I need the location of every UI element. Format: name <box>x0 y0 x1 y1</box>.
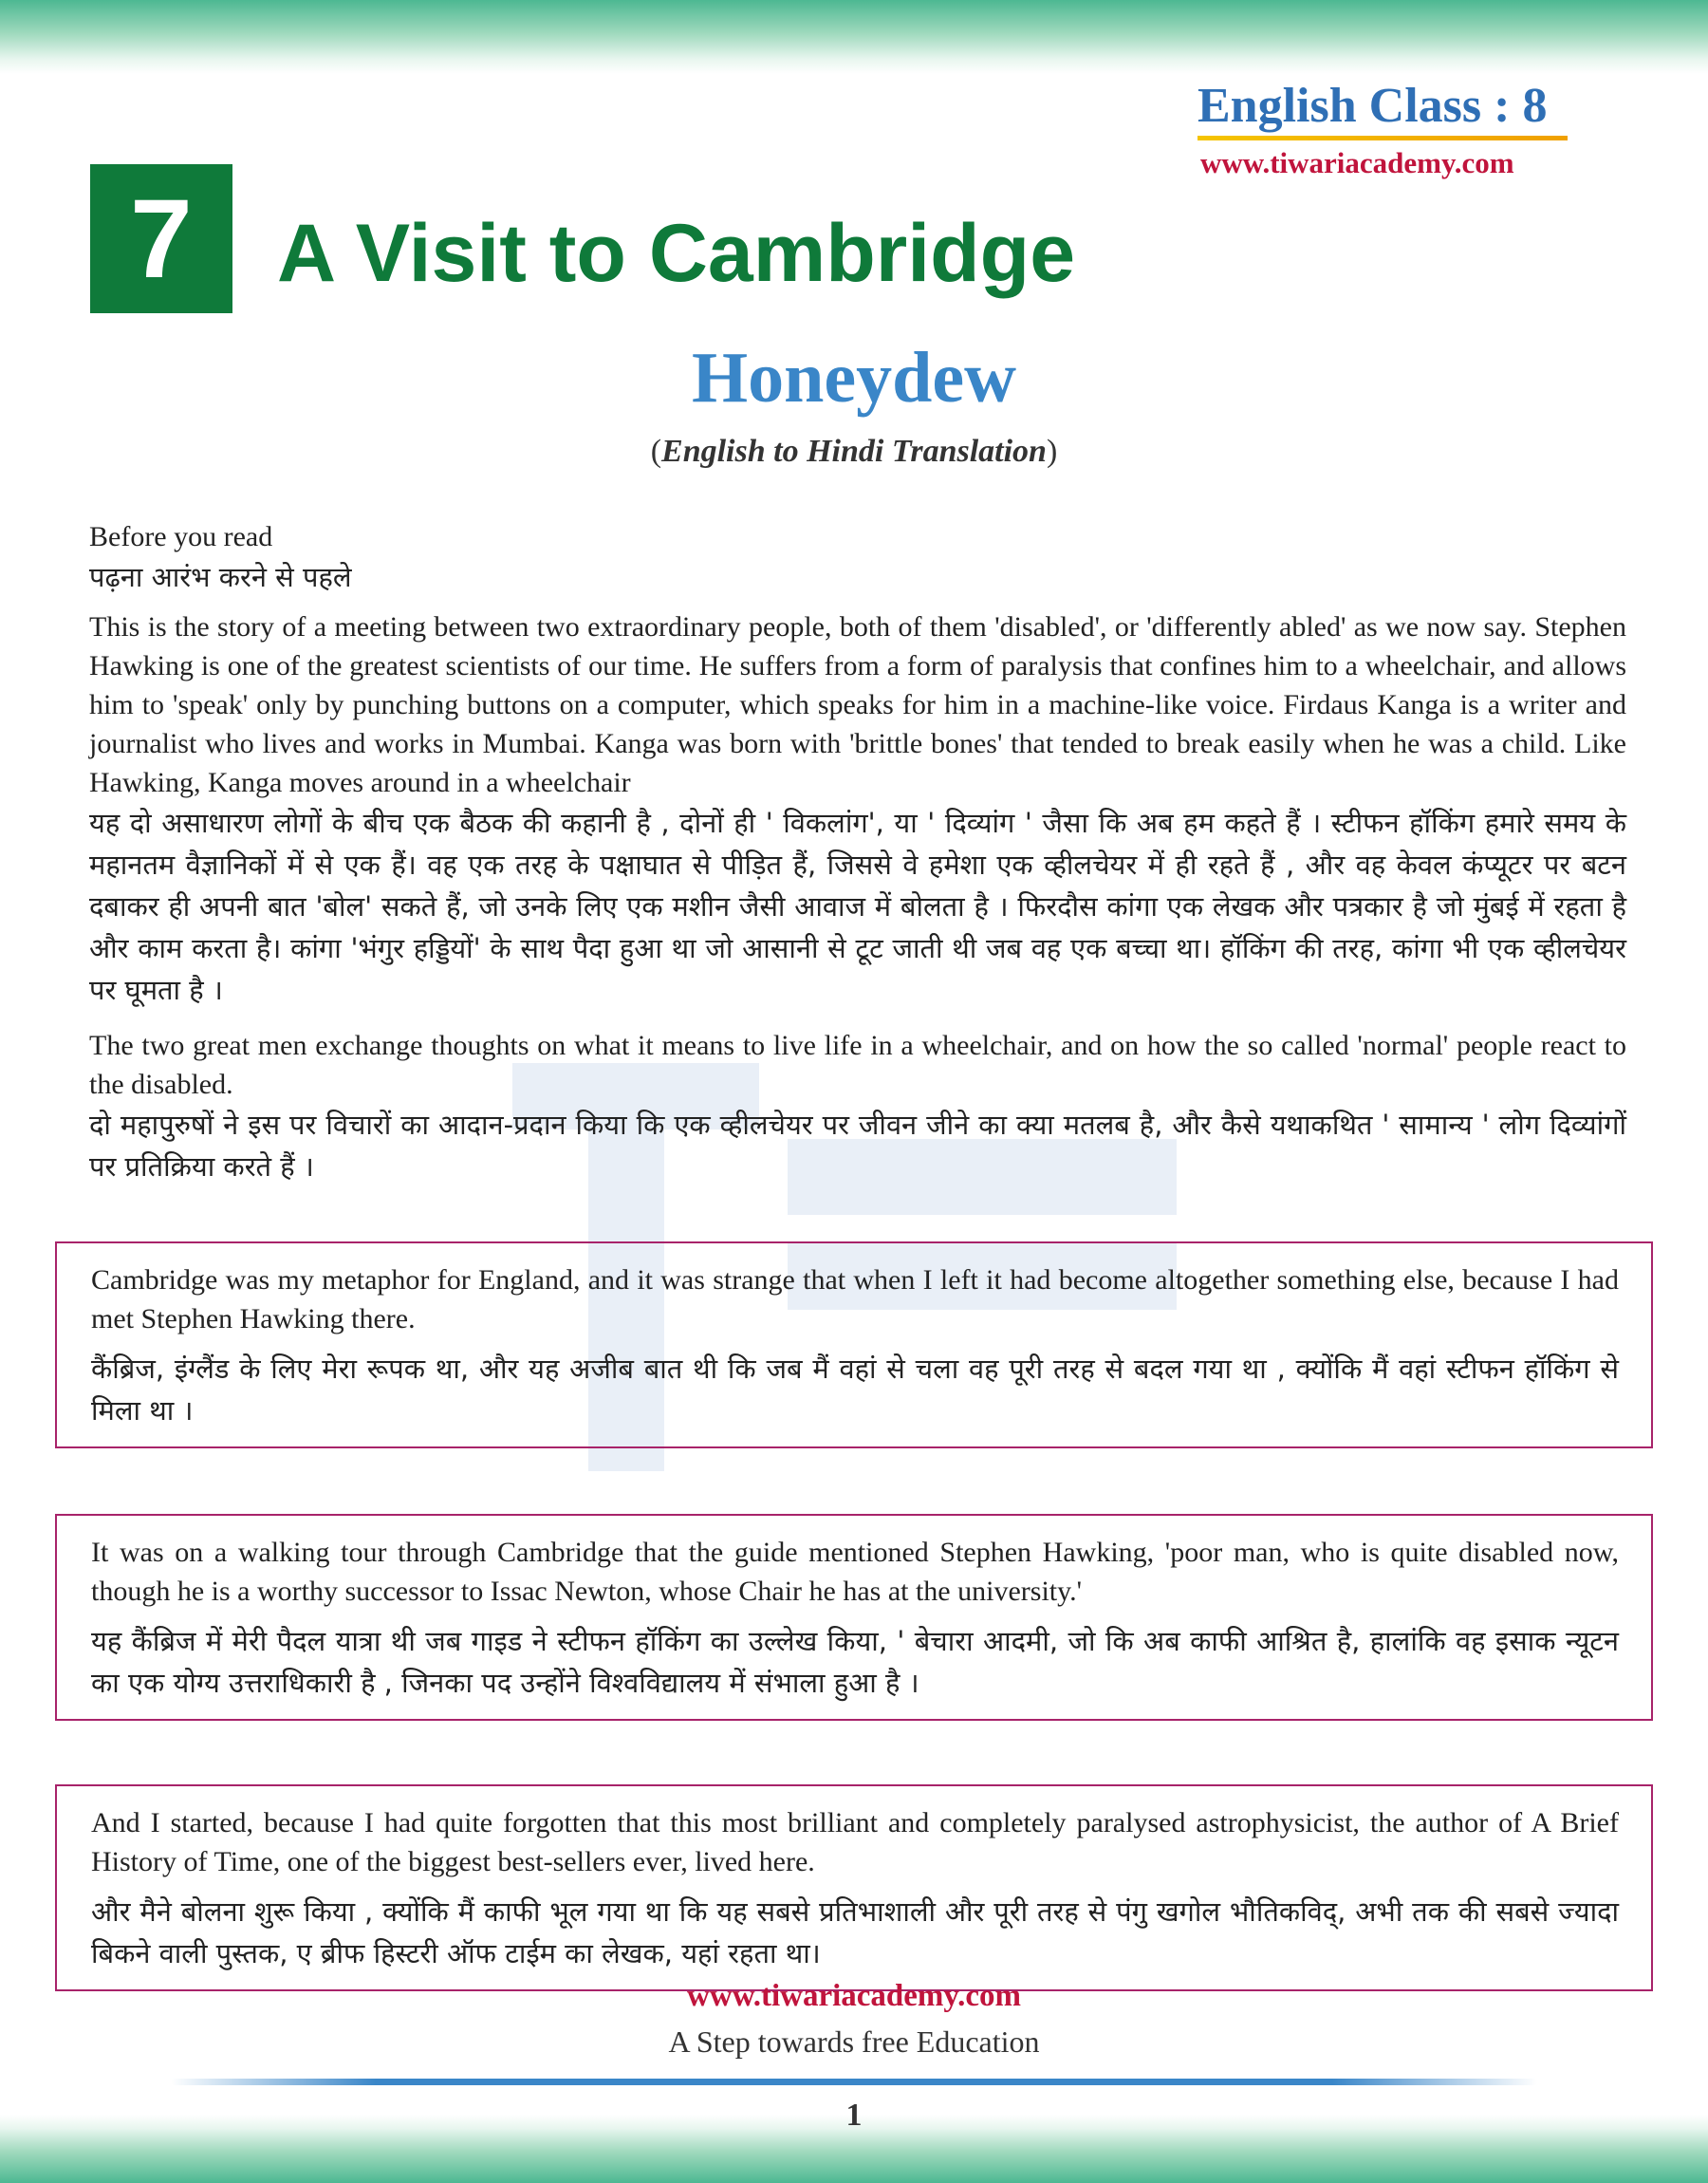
book-name: Honeydew <box>692 338 1016 418</box>
passage-en: Cambridge was my metaphor for England, and it was strange that when I left it had become altogether something else, because I had met Stephen Hawking there. <box>91 1264 1619 1334</box>
passage-hi: यह कैंब्रिज में मेरी पैदल यात्रा थी जब गाइड ने स्टीफन हॉकिंग का उल्लेख किया, ' बेचारा आदमी, जो कि अब काफी आश्रित है, हालांकि वह इसाक न्यूटन का एक योग्य उत्तराधिकारी है , जिनका पद उन्होंने विश्वविद्यालय में संभाला हुआ है । <box>91 1625 1619 1699</box>
subtitle-text: English to Hindi Translation <box>661 434 1047 469</box>
passage-hi: और मैने बोलना शुरू किया , क्योंकि मैं काफी भूल गया था कि यह सबसे प्रतिभाशाली और पूरी तरह से पंगु खगोल भौतिकविद्, अभी तक की सबसे ज्यादा बिकने वाली पुस्तक, ए ब्रीफ हिस्टरी ऑफ टाईम का लेखक, यहां रहता था। <box>91 1895 1619 1969</box>
header-website-link[interactable]: www.tiwariacademy.com <box>1200 146 1514 179</box>
passage-box <box>55 1241 1653 1448</box>
summary-paragraph-en: The two great men exchange thoughts on what it means to live life in a wheelchair, and on how the so called 'normal' people react to the disabled. <box>89 1030 1626 1100</box>
subtitle-open-paren: ( <box>650 434 662 469</box>
passage-en: And I started, because I had quite forgotten that this most brilliant and completely paralysed astrophysicist, the author of A Brief History of Time, one of the biggest best-sellers ever, lived here. <box>91 1807 1619 1877</box>
subtitle <box>0 434 1708 470</box>
chapter-title: A Visit to Cambridge <box>277 208 1076 299</box>
intro-section <box>89 517 1626 1187</box>
subtitle-close-paren: ) <box>1046 434 1058 469</box>
intro-paragraph-en: This is the story of a meeting between two extraordinary people, both of them 'disabled', or 'differently abled' as we now say. Stephen Hawking is one of the greatest scientists of our time. He suffers from a form of paralysis that confines him to a wheelchair, and allows him to 'speak' only by punching buttons on a computer, which speaks for him in a machine-like voice. Firdaus Kanga is a writer and journalist who lives and works in Mumbai. Kanga was born with 'brittle bones' that tended to break easily when he was a child. Like Hawking, Kanga moves around in a wheelchair <box>89 611 1626 798</box>
page-number: 1 <box>845 2098 863 2133</box>
chapter-number-badge: 7 <box>90 164 232 313</box>
footer-tagline: A Step towards free Education <box>668 2024 1040 2059</box>
before-you-read-en: Before you read <box>89 521 273 552</box>
header-band <box>0 0 1708 74</box>
passage-box <box>55 1784 1653 1991</box>
before-you-read-hi: पढ़ना आरंभ करने से पहले <box>89 561 352 593</box>
passage-box <box>55 1514 1653 1721</box>
footer-divider <box>171 2079 1537 2085</box>
intro-paragraph-hi: यह दो असाधारण लोगों के बीच एक बैठक की कहानी है , दोनों ही ' विकलांग', या ' दिव्यांग ' जैसा कि अब हम कहते हैं । स्टीफन हॉकिंग हमारे समय के महानतम वैज्ञानिकों में से एक हैं। वह एक तरह के पक्षाघात से पीड़ित हैं, जिससे वे हमेशा एक व्हीलचेयर में ही रहते हैं , और वह केवल कंप्यूटर पर बटन दबाकर ही अपनी बात 'बोल' सकते हैं, जो उनके लिए एक मशीन जैसी आवाज में बोलता है । फिरदौस कांगा एक लेखक और पत्रकार है जो मुंबई में रहता है और काम करता है। कांगा 'भंगुर हड्डियों' के साथ पैदा हुआ था जो आसानी से टूट जाती थी जब वह एक बच्चा था। हॉकिंग की तरह, कांगा भी एक व्हीलचेयर पर घूमता है । <box>89 807 1626 1006</box>
class-label <box>1197 78 1577 140</box>
class-label-underline <box>1197 136 1568 140</box>
passage-en: It was on a walking tour through Cambridge that the guide mentioned Stephen Hawking, 'poor man, who is quite disabled now, though he is a worthy successor to Issac Newton, whose Chair he has at the university.' <box>91 1537 1619 1607</box>
footer-website-link[interactable]: www.tiwariacademy.com <box>687 1979 1021 2013</box>
class-label-text: English Class : 8 <box>1197 79 1548 133</box>
passage-hi: कैंब्रिज, इंग्लैंड के लिए मेरा रूपक था, और यह अजीब बात थी कि जब मैं वहां से चला वह पूरी तरह से बदल गया था , क्योंकि मैं वहां स्टीफन हॉकिंग से मिला था । <box>91 1353 1619 1427</box>
summary-paragraph-hi: दो महापुरुषों ने इस पर विचारों का आदान-प्रदान किया कि एक व्हीलचेयर पर जीवन जीने का क्या मतलब है, और कैसे यथाकथित ' सामान्य ' लोग दिव्यांगों पर प्रतिक्रिया करते हैं । <box>89 1109 1626 1183</box>
